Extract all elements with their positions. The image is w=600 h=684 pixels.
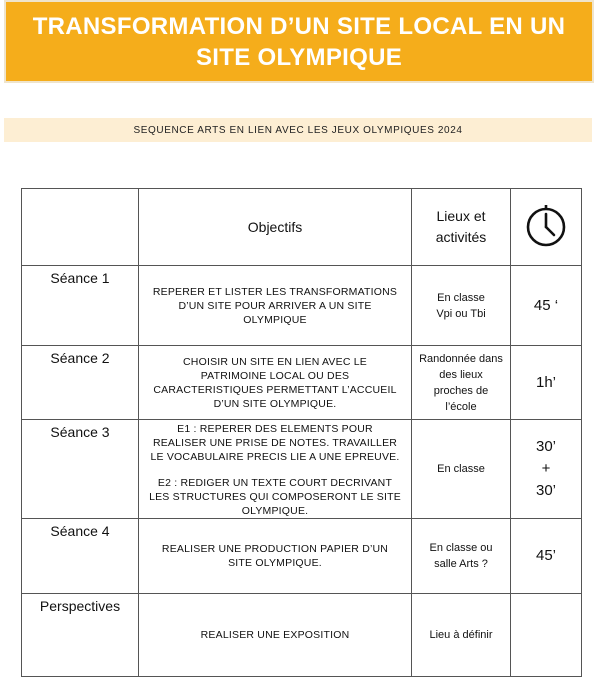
lieu-text: Lieu à définir xyxy=(412,594,511,677)
lieu-line: Vpi ou Tbi xyxy=(436,307,486,320)
duree-text: 45 ‘ xyxy=(511,266,582,346)
subtitle-banner xyxy=(4,118,592,142)
lieu-line: salle Arts ? xyxy=(434,558,488,570)
seance-label: Séance 3 xyxy=(22,420,139,519)
table-row xyxy=(22,420,582,519)
lieu-line: l’école xyxy=(445,400,477,413)
lieu-line: En classe ou xyxy=(429,542,493,554)
seance-label: Séance 1 xyxy=(22,266,139,346)
lieu-line: En classe xyxy=(437,291,485,304)
duree-line: + xyxy=(541,460,551,477)
duree-text: 45’ xyxy=(511,519,582,594)
seance-label: Séance 2 xyxy=(22,346,139,420)
objectif-text: REALISER UNE EXPOSITION xyxy=(139,594,412,677)
objectif-e1: E1 : REPERER DES ELEMENTS POUR REALISER UNE PRISE DE NOTES. TRAVAILLER LE VOCABULAIRE PRECIS LIE A UNE EPREUVE. xyxy=(150,423,400,463)
table-header-row xyxy=(22,189,582,266)
lieu-text xyxy=(412,346,511,420)
duree-line: 30’ xyxy=(535,438,557,455)
header-lieux-line2: activités xyxy=(435,229,487,245)
duree-line: 30’ xyxy=(535,482,557,499)
lieu-line: proches de xyxy=(433,384,489,397)
lieu-line: Randonnée dans xyxy=(419,352,503,365)
duree-text xyxy=(511,594,582,677)
lieu-text xyxy=(412,266,511,346)
page-title: TRANSFORMATION D’UN SITE LOCAL EN UN SITE OLYMPIQUE xyxy=(32,12,566,71)
duree-text: 1h’ xyxy=(511,346,582,420)
clock-icon xyxy=(524,205,568,249)
table-row xyxy=(22,594,582,677)
header-objectifs: Objectifs xyxy=(139,189,412,266)
seance-label: Perspectives xyxy=(22,594,139,677)
table-row xyxy=(22,266,582,346)
table-row xyxy=(22,519,582,594)
header-empty-cell xyxy=(22,189,139,266)
schedule-table xyxy=(21,188,582,677)
header-duree xyxy=(511,189,582,266)
table-row xyxy=(22,346,582,420)
seance-label: Séance 4 xyxy=(22,519,139,594)
header-lieux-line1: Lieux et xyxy=(436,208,486,224)
lieu-text xyxy=(412,519,511,594)
objectif-text: REPERER ET LISTER LES TRANSFORMATIONS D’UN SITE POUR ARRIVER A UN SITE OLYMPIQUE xyxy=(139,266,412,346)
lieu-text: En classe xyxy=(412,420,511,519)
objectif-text xyxy=(139,420,412,519)
header-lieux xyxy=(412,189,511,266)
title-banner xyxy=(4,0,594,83)
duree-text xyxy=(511,420,582,519)
lieu-line: des lieux xyxy=(439,368,483,381)
objectif-text: CHOISIR UN SITE EN LIEN AVEC LE PATRIMOINE LOCAL OU DES CARACTERISTIQUES PERMETTANT L’ACCUEIL D’UN SITE OLYMPIQUE. xyxy=(139,346,412,420)
objectif-text: REALISER UNE PRODUCTION PAPIER D’UN SITE OLYMPIQUE. xyxy=(139,519,412,594)
page-subtitle: SEQUENCE ARTS EN LIEN AVEC LES JEUX OLYMPIQUES 2024 xyxy=(133,124,463,136)
objectif-e2: E2 : REDIGER UN TEXTE COURT DECRIVANT LES STRUCTURES QUI COMPOSERONT LE SITE OLYMPIQUE. xyxy=(149,477,401,517)
